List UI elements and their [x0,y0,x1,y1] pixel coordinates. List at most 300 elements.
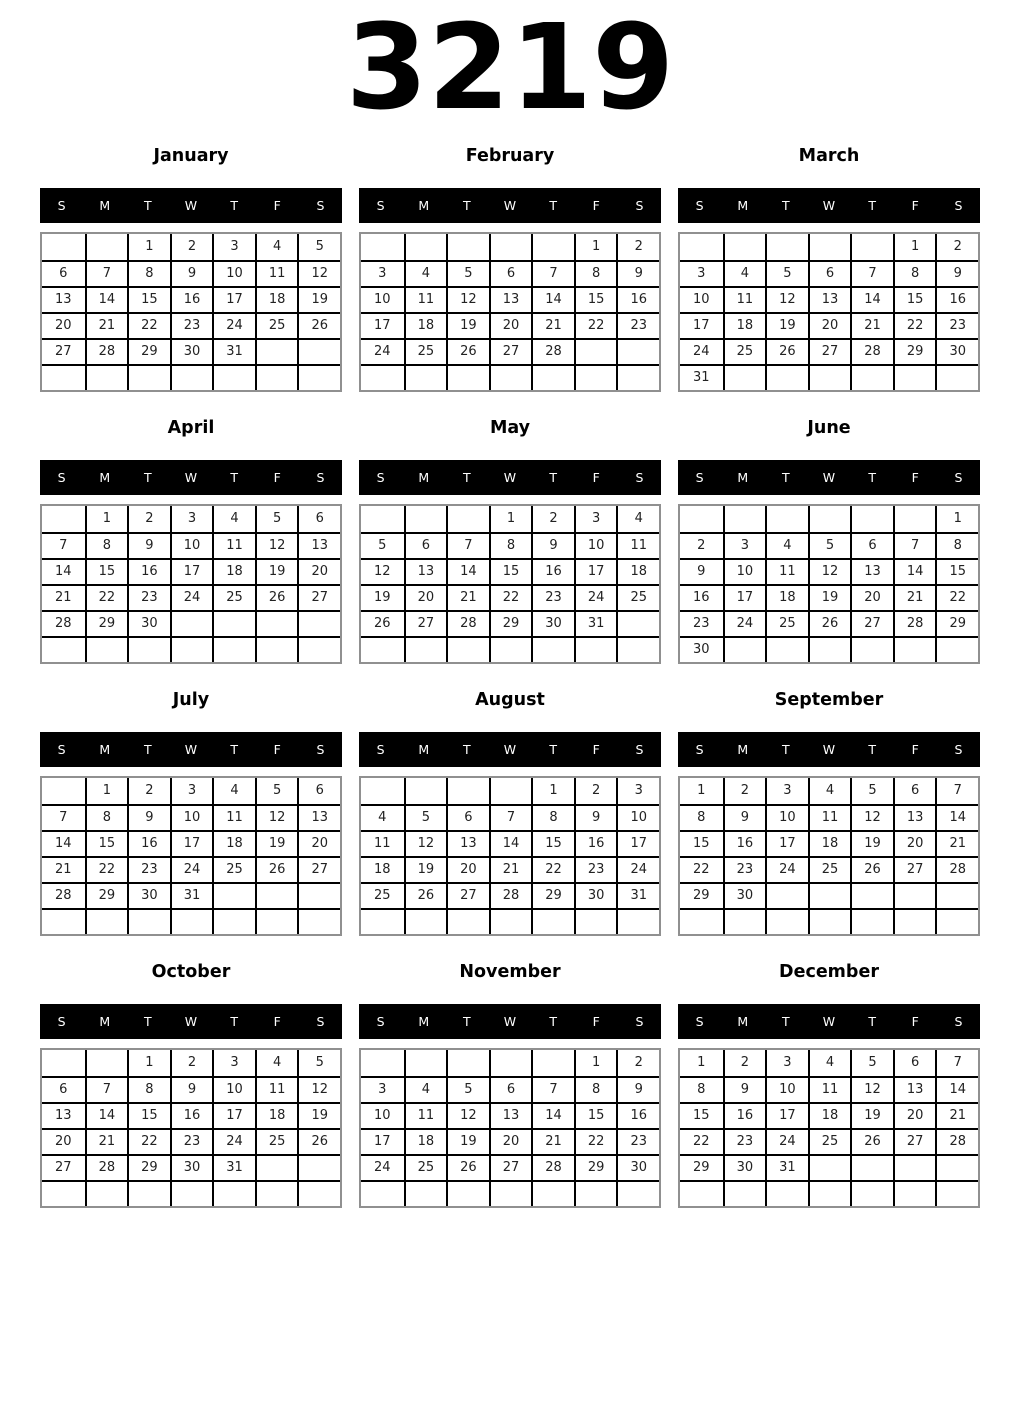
empty-day-cell [127,908,170,934]
empty-day-cell [765,636,808,662]
empty-day-cell [765,908,808,934]
empty-day-cell [404,506,447,532]
weekday-header: T [230,469,238,485]
empty-day-cell [212,882,255,908]
empty-day-cell [935,364,978,390]
weekday-header: M [99,741,111,757]
empty-day-cell [489,1050,532,1076]
day-cell: 18 [212,830,255,856]
day-cell: 18 [723,312,766,338]
day-cell: 23 [680,610,723,636]
day-cell: 20 [489,1128,532,1154]
day-cell: 4 [808,778,851,804]
weekday-header: T [868,1013,876,1029]
empty-day-cell [446,234,489,260]
empty-day-cell [765,882,808,908]
empty-day-cell [489,908,532,934]
day-cell: 2 [127,778,170,804]
day-cell: 6 [297,506,340,532]
day-cell: 10 [361,1102,404,1128]
empty-day-cell [297,1180,340,1206]
empty-day-cell [361,908,404,934]
empty-day-cell [850,506,893,532]
day-cell: 28 [42,882,85,908]
empty-day-cell [255,610,298,636]
weekday-header: M [737,469,749,485]
day-cell: 25 [212,584,255,610]
empty-day-cell [489,364,532,390]
month-march [678,144,980,392]
day-cell: 7 [42,532,85,558]
day-cell: 29 [680,882,723,908]
day-cell: 27 [893,1128,936,1154]
day-cell: 20 [893,1102,936,1128]
day-cell: 26 [255,856,298,882]
weekday-header: T [230,741,238,757]
day-cell: 31 [616,882,659,908]
weekday-header: S [57,741,66,757]
empty-day-cell [765,506,808,532]
month-title: October [151,961,231,982]
empty-day-cell [255,1154,298,1180]
day-cell: 17 [765,830,808,856]
day-cell: 16 [574,830,617,856]
day-cell: 19 [446,1128,489,1154]
day-cell: 15 [680,1102,723,1128]
day-cell: 10 [170,532,213,558]
day-cell: 4 [404,1076,447,1102]
empty-day-cell [723,1180,766,1206]
month-july [40,688,342,936]
empty-day-cell [297,610,340,636]
day-cell: 4 [255,234,298,260]
empty-day-cell [850,234,893,260]
month-april [40,416,342,664]
weekday-header: M [737,1013,749,1029]
day-cell: 4 [723,260,766,286]
day-cell: 20 [893,830,936,856]
day-grid [40,1048,342,1208]
month-title: November [459,961,561,982]
day-cell: 4 [212,778,255,804]
month-title: August [475,689,545,710]
day-cell: 8 [680,804,723,830]
day-cell: 29 [680,1154,723,1180]
day-cell: 23 [170,1128,213,1154]
day-cell: 22 [127,1128,170,1154]
day-cell: 5 [446,260,489,286]
day-cell: 26 [361,610,404,636]
day-cell: 25 [404,1154,447,1180]
weekday-header: S [695,741,704,757]
weekday-header: S [695,1013,704,1029]
day-cell: 31 [574,610,617,636]
empty-day-cell [935,1154,978,1180]
day-cell: 14 [531,286,574,312]
day-cell: 31 [212,1154,255,1180]
day-cell: 15 [574,286,617,312]
day-cell: 29 [531,882,574,908]
day-cell: 22 [893,312,936,338]
weekday-header: F [592,469,600,485]
month-june [678,416,980,664]
empty-day-cell [531,234,574,260]
weekday-header: T [463,741,471,757]
day-cell: 5 [255,506,298,532]
weekday-header: W [503,469,517,485]
day-cell: 20 [489,312,532,338]
day-cell: 18 [616,558,659,584]
day-cell: 5 [765,260,808,286]
weekday-header: S [376,469,385,485]
day-cell: 7 [85,1076,128,1102]
day-cell: 10 [765,804,808,830]
empty-day-cell [893,1154,936,1180]
day-cell: 20 [850,584,893,610]
day-cell: 7 [446,532,489,558]
day-cell: 15 [127,1102,170,1128]
day-cell: 11 [723,286,766,312]
weekday-header: W [822,1013,836,1029]
day-cell: 14 [850,286,893,312]
day-cell: 5 [297,234,340,260]
weekday-header: F [273,1013,281,1029]
empty-day-cell [255,908,298,934]
day-cell: 12 [850,804,893,830]
day-cell: 12 [446,1102,489,1128]
day-cell: 14 [489,830,532,856]
month-january [40,144,342,392]
day-cell: 3 [170,506,213,532]
weekday-header: W [822,197,836,213]
day-cell: 15 [574,1102,617,1128]
day-cell: 3 [170,778,213,804]
weekday-header: M [418,469,430,485]
empty-day-cell [574,364,617,390]
day-cell: 28 [935,856,978,882]
empty-day-cell [361,234,404,260]
day-cell: 3 [616,778,659,804]
empty-day-cell [723,908,766,934]
day-grid [678,232,980,392]
day-cell: 8 [574,1076,617,1102]
day-cell: 3 [361,1076,404,1102]
empty-day-cell [616,610,659,636]
day-cell: 10 [361,286,404,312]
empty-day-cell [170,908,213,934]
day-cell: 26 [850,1128,893,1154]
weekday-header-row [359,732,661,767]
empty-day-cell [404,1180,447,1206]
day-cell: 1 [893,234,936,260]
day-cell: 12 [255,804,298,830]
day-cell: 19 [808,584,851,610]
day-cell: 4 [616,506,659,532]
day-cell: 15 [85,830,128,856]
day-cell: 22 [574,1128,617,1154]
day-cell: 13 [893,804,936,830]
day-cell: 11 [212,532,255,558]
day-cell: 6 [446,804,489,830]
day-cell: 3 [723,532,766,558]
day-cell: 31 [170,882,213,908]
weekday-header: W [503,741,517,757]
day-cell: 18 [255,286,298,312]
day-cell: 18 [808,1102,851,1128]
day-cell: 13 [489,286,532,312]
weekday-header: S [635,741,644,757]
weekday-header: T [868,469,876,485]
empty-day-cell [489,778,532,804]
day-cell: 4 [808,1050,851,1076]
day-cell: 16 [723,1102,766,1128]
weekday-header: T [230,1013,238,1029]
day-cell: 18 [404,312,447,338]
empty-day-cell [935,908,978,934]
empty-day-cell [616,908,659,934]
empty-day-cell [361,636,404,662]
day-cell: 10 [765,1076,808,1102]
day-cell: 9 [531,532,574,558]
day-cell: 1 [935,506,978,532]
weekday-header: T [144,197,152,213]
day-cell: 27 [42,338,85,364]
day-cell: 27 [297,856,340,882]
weekday-header: W [184,741,198,757]
day-cell: 9 [574,804,617,830]
day-cell: 27 [297,584,340,610]
months-grid [0,144,1020,1232]
empty-day-cell [850,1180,893,1206]
empty-day-cell [170,636,213,662]
day-cell: 19 [765,312,808,338]
weekday-header: T [782,1013,790,1029]
day-cell: 19 [850,830,893,856]
day-cell: 19 [255,558,298,584]
empty-day-cell [531,636,574,662]
day-cell: 21 [531,312,574,338]
day-cell: 1 [531,778,574,804]
day-cell: 2 [723,1050,766,1076]
empty-day-cell [850,908,893,934]
weekday-header: S [57,469,66,485]
empty-day-cell [723,636,766,662]
empty-day-cell [850,636,893,662]
weekday-header: W [184,469,198,485]
day-cell: 22 [935,584,978,610]
day-cell: 16 [616,1102,659,1128]
day-cell: 11 [255,1076,298,1102]
day-cell: 12 [404,830,447,856]
day-cell: 25 [765,610,808,636]
empty-day-cell [489,234,532,260]
day-cell: 23 [935,312,978,338]
day-cell: 23 [531,584,574,610]
day-cell: 30 [935,338,978,364]
day-cell: 31 [212,338,255,364]
empty-day-cell [404,364,447,390]
empty-day-cell [446,1050,489,1076]
empty-day-cell [893,506,936,532]
day-cell: 21 [893,584,936,610]
month-title: December [779,961,879,982]
day-cell: 24 [680,338,723,364]
day-cell: 10 [212,260,255,286]
weekday-header: S [376,741,385,757]
day-cell: 6 [893,1050,936,1076]
empty-day-cell [680,234,723,260]
day-cell: 12 [808,558,851,584]
day-cell: 20 [42,312,85,338]
empty-day-cell [42,364,85,390]
day-cell: 2 [680,532,723,558]
day-cell: 24 [616,856,659,882]
day-cell: 7 [489,804,532,830]
empty-day-cell [808,234,851,260]
day-cell: 9 [127,804,170,830]
empty-day-cell [255,364,298,390]
day-cell: 6 [297,778,340,804]
day-cell: 2 [574,778,617,804]
empty-day-cell [531,908,574,934]
day-cell: 6 [808,260,851,286]
weekday-header: T [549,1013,557,1029]
empty-day-cell [808,882,851,908]
day-cell: 23 [170,312,213,338]
day-cell: 5 [808,532,851,558]
day-cell: 24 [765,856,808,882]
day-cell: 7 [935,1050,978,1076]
day-cell: 10 [723,558,766,584]
day-cell: 17 [212,286,255,312]
day-cell: 24 [170,584,213,610]
empty-day-cell [42,1180,85,1206]
year-title: 3219 [345,0,675,136]
day-cell: 16 [531,558,574,584]
weekday-header: S [316,469,325,485]
day-cell: 19 [404,856,447,882]
day-cell: 17 [616,830,659,856]
day-cell: 28 [85,1154,128,1180]
day-cell: 26 [765,338,808,364]
weekday-header-row [678,188,980,223]
day-cell: 4 [765,532,808,558]
day-cell: 17 [170,558,213,584]
day-cell: 7 [850,260,893,286]
day-cell: 5 [850,1050,893,1076]
day-cell: 30 [127,610,170,636]
empty-day-cell [170,1180,213,1206]
day-cell: 15 [935,558,978,584]
day-cell: 10 [170,804,213,830]
day-cell: 6 [850,532,893,558]
day-cell: 11 [361,830,404,856]
empty-day-cell [850,1154,893,1180]
empty-day-cell [765,234,808,260]
empty-day-cell [446,1180,489,1206]
empty-day-cell [723,506,766,532]
day-cell: 22 [127,312,170,338]
empty-day-cell [574,908,617,934]
empty-day-cell [361,364,404,390]
month-title: July [172,689,210,710]
day-cell: 3 [212,234,255,260]
day-cell: 28 [935,1128,978,1154]
month-february [359,144,661,392]
day-cell: 25 [808,1128,851,1154]
day-grid [359,776,661,936]
weekday-header: S [376,1013,385,1029]
day-cell: 16 [170,1102,213,1128]
day-cell: 29 [935,610,978,636]
day-cell: 18 [212,558,255,584]
day-cell: 8 [85,532,128,558]
day-cell: 14 [531,1102,574,1128]
weekday-header-row [678,460,980,495]
empty-day-cell [42,778,85,804]
empty-day-cell [297,882,340,908]
empty-day-cell [808,506,851,532]
day-cell: 5 [850,778,893,804]
empty-day-cell [531,1050,574,1076]
day-cell: 4 [255,1050,298,1076]
weekday-header: T [144,1013,152,1029]
empty-day-cell [935,882,978,908]
empty-day-cell [85,636,128,662]
day-cell: 14 [893,558,936,584]
day-cell: 14 [935,804,978,830]
day-cell: 15 [127,286,170,312]
day-cell: 2 [616,234,659,260]
day-cell: 7 [935,778,978,804]
weekday-header: F [911,469,919,485]
day-cell: 1 [127,1050,170,1076]
day-cell: 8 [935,532,978,558]
weekday-header: S [635,1013,644,1029]
day-cell: 11 [255,260,298,286]
day-cell: 27 [489,1154,532,1180]
empty-day-cell [212,364,255,390]
day-cell: 1 [489,506,532,532]
weekday-header: S [635,469,644,485]
day-cell: 26 [404,882,447,908]
empty-day-cell [42,908,85,934]
day-cell: 23 [723,1128,766,1154]
day-cell: 10 [212,1076,255,1102]
weekday-header: T [782,741,790,757]
empty-day-cell [170,364,213,390]
day-cell: 9 [616,1076,659,1102]
day-grid [678,504,980,664]
month-title: May [489,417,531,438]
day-cell: 13 [808,286,851,312]
day-cell: 25 [808,856,851,882]
empty-day-cell [361,1180,404,1206]
day-cell: 1 [127,234,170,260]
empty-day-cell [127,1180,170,1206]
weekday-header: T [144,741,152,757]
day-cell: 24 [170,856,213,882]
month-may [359,416,661,664]
weekday-header: M [418,741,430,757]
empty-day-cell [85,908,128,934]
day-cell: 20 [42,1128,85,1154]
day-cell: 13 [42,1102,85,1128]
day-cell: 9 [170,260,213,286]
empty-day-cell [489,636,532,662]
weekday-header: T [549,741,557,757]
empty-day-cell [723,364,766,390]
